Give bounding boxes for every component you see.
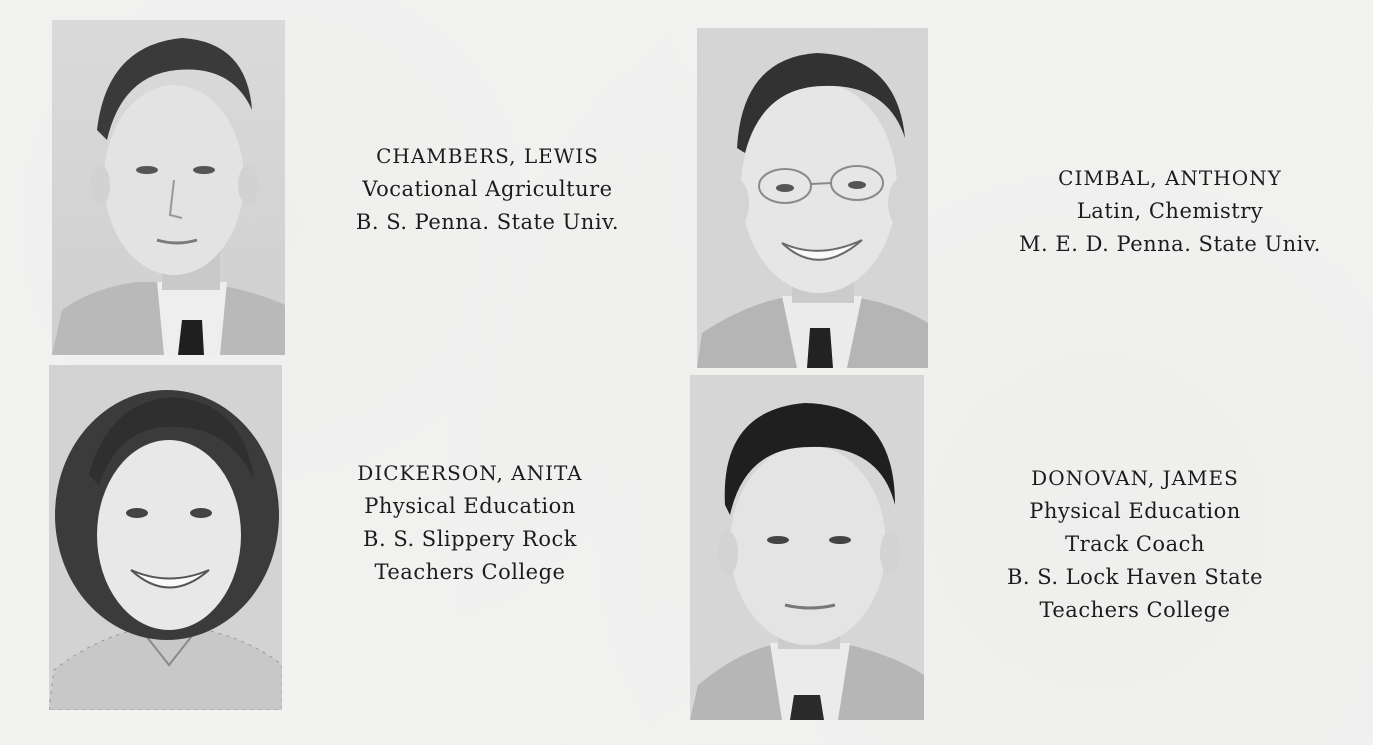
subject-line: Physical Education [364, 494, 576, 518]
degree-line: B. S. Penna. State Univ. [355, 210, 620, 234]
degree-line: Teachers College [374, 560, 566, 584]
person-name: CIMBAL, ANTHONY [1058, 166, 1282, 190]
subject-line: Vocational Agriculture [362, 177, 613, 201]
role-line: Track Coach [1065, 532, 1205, 556]
caption-cimbal [985, 162, 1355, 261]
portrait-photo-chambers [52, 20, 285, 355]
degree-line: B. S. Lock Haven State [1006, 565, 1264, 589]
caption-chambers [330, 140, 645, 239]
subject-line: Latin, Chemistry [1076, 199, 1264, 223]
degree-line: Teachers College [1039, 598, 1231, 622]
caption-donovan [975, 462, 1295, 627]
degree-line: M. E. D. Penna. State Univ. [1019, 232, 1321, 256]
portrait-photo-cimbal [697, 28, 928, 368]
portrait-photo-donovan [690, 375, 924, 720]
caption-dickerson [320, 457, 620, 589]
portrait-photo-dickerson [49, 365, 282, 710]
person-name: DONOVAN, JAMES [1031, 466, 1239, 490]
degree-line: B. S. Slippery Rock [363, 527, 577, 551]
person-name: DICKERSON, ANITA [357, 461, 583, 485]
subject-line: Physical Education [1029, 499, 1241, 523]
person-name: CHAMBERS, LEWIS [376, 144, 599, 168]
